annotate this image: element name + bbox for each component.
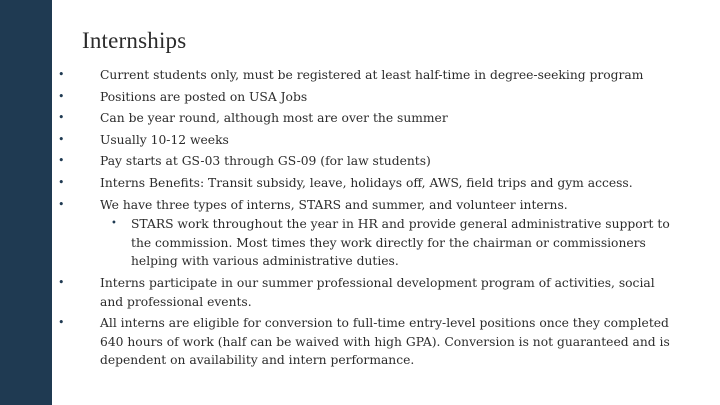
- bullet-icon: •: [58, 111, 65, 125]
- bullet-item: [58, 66, 678, 85]
- bullet-text: Usually 10-12 weeks: [100, 132, 229, 147]
- bullet-text: Interns Benefits: Transit subsidy, leave, holidays off, AWS, field trips and gym access.: [100, 175, 633, 190]
- sub-bullet-item: [100, 215, 678, 271]
- bullet-list: [58, 66, 678, 373]
- bullet-text: All interns are eligible for conversion to full-time entry-level positions once they completed 640 hours of work (half can be waived with high GPA). Conversion is not guaranteed and is dependent on availability and intern performance.: [100, 316, 670, 368]
- sub-bullet-icon: •: [111, 218, 117, 230]
- bullet-text: Current students only, must be registered at least half-time in degree-seeking program: [100, 68, 644, 82]
- bullet-icon: •: [58, 275, 65, 289]
- bullet-item: [58, 174, 678, 193]
- bullet-icon: •: [58, 197, 65, 211]
- bullet-text: Interns participate in our summer professional development program of activities, social and professional events.: [100, 275, 655, 309]
- bullet-item: [58, 196, 678, 271]
- bullet-item: [58, 88, 678, 107]
- bullet-text: Can be year round, although most are over the summer: [100, 111, 448, 126]
- bullet-text: Positions are posted on USA Jobs: [100, 89, 308, 104]
- bullet-icon: •: [58, 89, 65, 103]
- sub-bullet-text: STARS work throughout the year in HR and provide general administrative support to the commission. Most times they work directly for the chairman or commissioners helping with various administrative duties.: [131, 217, 670, 269]
- bullet-text: Pay starts at GS-03 through GS-09 (for law students): [100, 154, 431, 169]
- bullet-item: [58, 152, 678, 171]
- sub-bullet-list: [100, 215, 678, 271]
- bullet-icon: •: [58, 154, 65, 168]
- bullet-icon: •: [58, 68, 65, 81]
- bullet-item: [58, 314, 678, 370]
- bullet-text: We have three types of interns, STARS and summer, and volunteer interns.: [100, 197, 568, 212]
- bullet-icon: •: [58, 316, 65, 330]
- bullet-item: [58, 109, 678, 128]
- side-accent-bar: [0, 0, 52, 405]
- slide-title: Internships: [82, 28, 187, 53]
- bullet-item: [58, 131, 678, 150]
- bullet-icon: •: [58, 132, 65, 146]
- bullet-item: [58, 274, 678, 311]
- bullet-icon: •: [58, 175, 65, 189]
